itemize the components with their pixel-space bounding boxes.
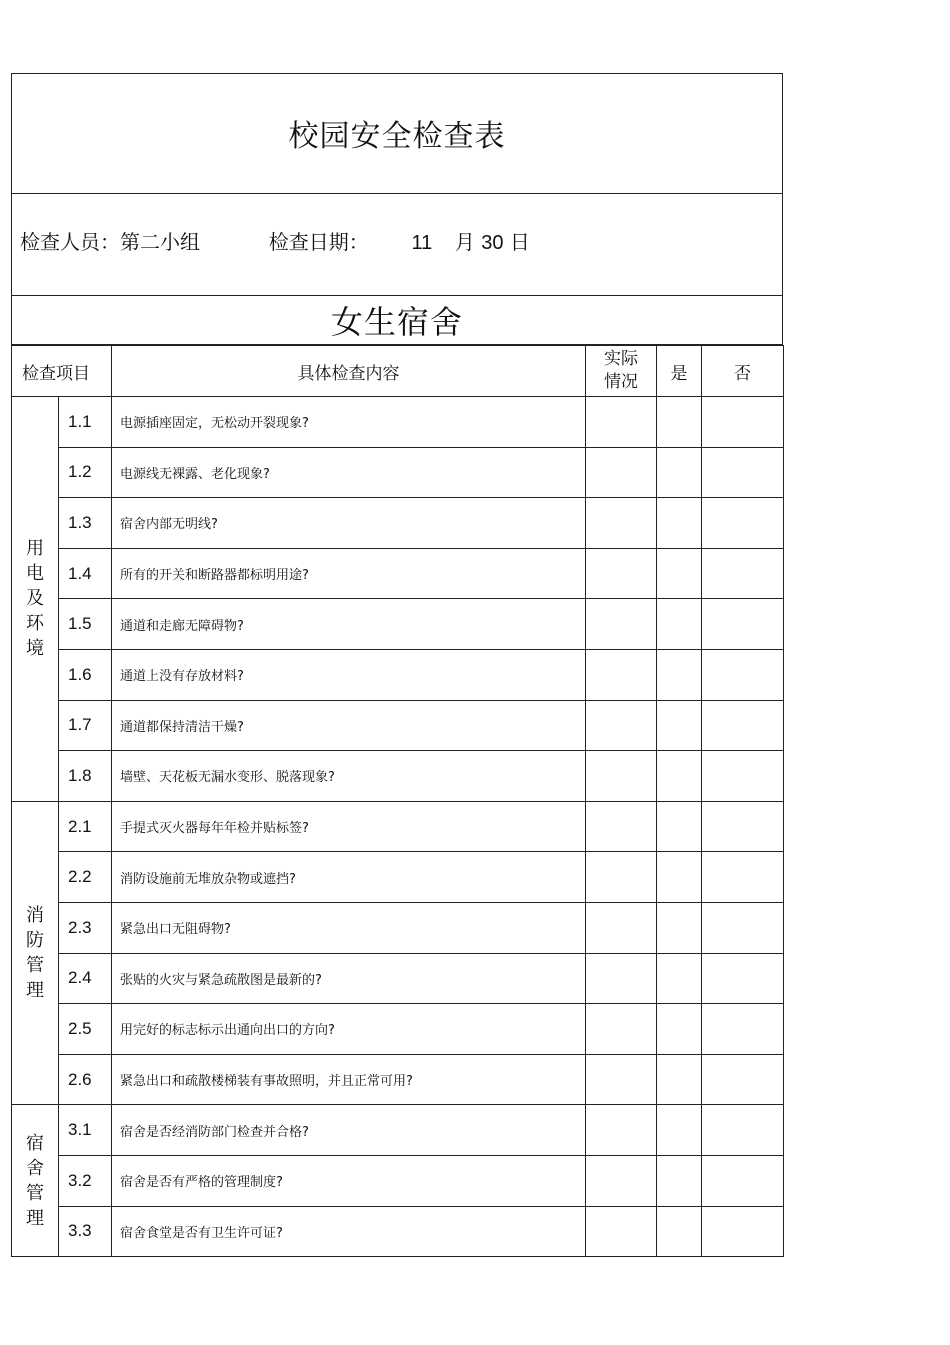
item-number: 1.5 <box>59 599 112 650</box>
category-char: 环 <box>26 613 44 635</box>
item-number: 3.1 <box>59 1105 112 1156</box>
yes-cell[interactable] <box>657 801 702 852</box>
yes-cell[interactable] <box>657 751 702 802</box>
category-char: 管 <box>26 955 44 977</box>
actual-cell[interactable] <box>586 1105 657 1156</box>
no-cell[interactable] <box>702 1105 784 1156</box>
actual-cell[interactable] <box>586 902 657 953</box>
item-description: 消防设施前无堆放杂物或遮挡? <box>112 852 586 903</box>
no-cell[interactable] <box>702 1155 784 1206</box>
table-row <box>12 1054 784 1105</box>
category-label <box>12 1105 59 1257</box>
no-cell[interactable] <box>702 953 784 1004</box>
actual-cell[interactable] <box>586 1054 657 1105</box>
item-number: 1.2 <box>59 447 112 498</box>
checklist-body <box>12 397 784 1257</box>
no-cell[interactable] <box>702 1054 784 1105</box>
yes-cell[interactable] <box>657 649 702 700</box>
header-actual-line1: 实际 <box>604 349 638 369</box>
table-row <box>12 852 784 903</box>
item-description: 通道和走廊无障碍物? <box>112 599 586 650</box>
divider <box>11 193 783 194</box>
no-cell[interactable] <box>702 498 784 549</box>
actual-cell[interactable] <box>586 649 657 700</box>
inspector-label: 检查人员： <box>20 230 120 254</box>
table-row <box>12 649 784 700</box>
header-actual <box>586 346 657 397</box>
item-number: 1.3 <box>59 498 112 549</box>
item-description: 宿舍食堂是否有卫生许可证? <box>112 1206 586 1257</box>
table-row <box>12 751 784 802</box>
actual-cell[interactable] <box>586 548 657 599</box>
no-cell[interactable] <box>702 852 784 903</box>
item-number: 2.1 <box>59 801 112 852</box>
actual-cell[interactable] <box>586 852 657 903</box>
item-number: 1.1 <box>59 397 112 448</box>
no-cell[interactable] <box>702 397 784 448</box>
item-description: 电源插座固定，无松动开裂现象? <box>112 397 586 448</box>
header-content: 具体检查内容 <box>112 346 586 397</box>
table-row <box>12 599 784 650</box>
category-char: 电 <box>26 563 44 585</box>
item-description: 宿舍是否有严格的管理制度? <box>112 1155 586 1206</box>
no-cell[interactable] <box>702 548 784 599</box>
yes-cell[interactable] <box>657 902 702 953</box>
actual-cell[interactable] <box>586 801 657 852</box>
table-row <box>12 1155 784 1206</box>
table-row <box>12 801 784 852</box>
table-row <box>12 1105 784 1156</box>
category-label <box>12 801 59 1105</box>
yes-cell[interactable] <box>657 700 702 751</box>
actual-cell[interactable] <box>586 498 657 549</box>
item-number: 2.3 <box>59 902 112 953</box>
category-char: 防 <box>26 930 44 952</box>
item-description: 张贴的火灾与紧急疏散图是最新的? <box>112 953 586 1004</box>
no-cell[interactable] <box>702 1004 784 1055</box>
item-number: 1.8 <box>59 751 112 802</box>
item-number: 1.4 <box>59 548 112 599</box>
table-row <box>12 1206 784 1257</box>
no-cell[interactable] <box>702 751 784 802</box>
item-number: 3.2 <box>59 1155 112 1206</box>
checklist-table <box>11 345 784 1257</box>
yes-cell[interactable] <box>657 1004 702 1055</box>
yes-cell[interactable] <box>657 1206 702 1257</box>
yes-cell[interactable] <box>657 599 702 650</box>
item-number: 2.5 <box>59 1004 112 1055</box>
yes-cell[interactable] <box>657 1155 702 1206</box>
actual-cell[interactable] <box>586 1206 657 1257</box>
table-row <box>12 1004 784 1055</box>
item-description: 紧急出口无阻碍物? <box>112 902 586 953</box>
inspection-info <box>20 226 530 255</box>
yes-cell[interactable] <box>657 1054 702 1105</box>
actual-cell[interactable] <box>586 447 657 498</box>
category-char: 理 <box>26 1207 44 1229</box>
category-char: 宿 <box>26 1132 44 1154</box>
header-actual-line2: 情况 <box>604 372 638 392</box>
table-row <box>12 953 784 1004</box>
yes-cell[interactable] <box>657 548 702 599</box>
section-title: 女生宿舍 <box>330 303 463 341</box>
item-description: 电源线无裸露、老化现象? <box>112 447 586 498</box>
inspector-value: 第二小组 <box>120 230 200 254</box>
yes-cell[interactable] <box>657 1105 702 1156</box>
item-number: 2.2 <box>59 852 112 903</box>
no-cell[interactable] <box>702 700 784 751</box>
date-month: 11 <box>411 232 433 254</box>
actual-cell[interactable] <box>586 1004 657 1055</box>
item-description: 通道都保持清洁干燥? <box>112 700 586 751</box>
yes-cell[interactable] <box>657 397 702 448</box>
category-label <box>12 397 59 802</box>
category-char: 消 <box>26 905 44 927</box>
no-cell[interactable] <box>702 801 784 852</box>
no-cell[interactable] <box>702 1206 784 1257</box>
no-cell[interactable] <box>702 599 784 650</box>
date-day: 30 <box>481 232 504 254</box>
actual-cell[interactable] <box>586 1155 657 1206</box>
item-number: 2.6 <box>59 1054 112 1105</box>
table-row <box>12 447 784 498</box>
item-description: 墙壁、天花板无漏水变形、脱落现象? <box>112 751 586 802</box>
item-number: 1.6 <box>59 649 112 700</box>
item-description: 用完好的标志标示出通向出口的方向? <box>112 1004 586 1055</box>
item-description: 通道上没有存放材料? <box>112 649 586 700</box>
actual-cell[interactable] <box>586 953 657 1004</box>
table-row <box>12 397 784 448</box>
actual-cell[interactable] <box>586 751 657 802</box>
date-day-unit: 日 <box>509 230 530 254</box>
table-row <box>12 498 784 549</box>
category-char: 舍 <box>26 1157 44 1179</box>
item-description: 所有的开关和断路器都标明用途? <box>112 548 586 599</box>
item-number: 3.3 <box>59 1206 112 1257</box>
header-no: 否 <box>702 346 784 397</box>
actual-cell[interactable] <box>586 397 657 448</box>
no-cell[interactable] <box>702 902 784 953</box>
category-char: 及 <box>26 588 44 610</box>
category-char: 理 <box>26 980 44 1002</box>
item-description: 宿舍是否经消防部门检查并合格? <box>112 1105 586 1156</box>
yes-cell[interactable] <box>657 953 702 1004</box>
category-char: 用 <box>26 538 44 560</box>
header-yes: 是 <box>657 346 702 397</box>
yes-cell[interactable] <box>657 852 702 903</box>
yes-cell[interactable] <box>657 447 702 498</box>
table-row <box>12 902 784 953</box>
actual-cell[interactable] <box>586 599 657 650</box>
item-description: 紧急出口和疏散楼梯装有事故照明，并且正常可用? <box>112 1054 586 1105</box>
actual-cell[interactable] <box>586 700 657 751</box>
no-cell[interactable] <box>702 447 784 498</box>
category-char: 境 <box>26 638 44 660</box>
category-char: 管 <box>26 1182 44 1204</box>
no-cell[interactable] <box>702 649 784 700</box>
date-label: 检查日期： <box>268 230 369 254</box>
item-number: 1.7 <box>59 700 112 751</box>
table-row <box>12 548 784 599</box>
item-description: 手提式灭火器每年年检并贴标签? <box>112 801 586 852</box>
yes-cell[interactable] <box>657 498 702 549</box>
item-number: 2.4 <box>59 953 112 1004</box>
table-header-row <box>12 346 784 397</box>
header-item: 检查项目 <box>12 346 112 397</box>
date-month-unit: 月 <box>454 230 475 254</box>
table-row <box>12 700 784 751</box>
item-description: 宿舍内部无明线? <box>112 498 586 549</box>
page-title: 校园安全检查表 <box>288 119 506 154</box>
